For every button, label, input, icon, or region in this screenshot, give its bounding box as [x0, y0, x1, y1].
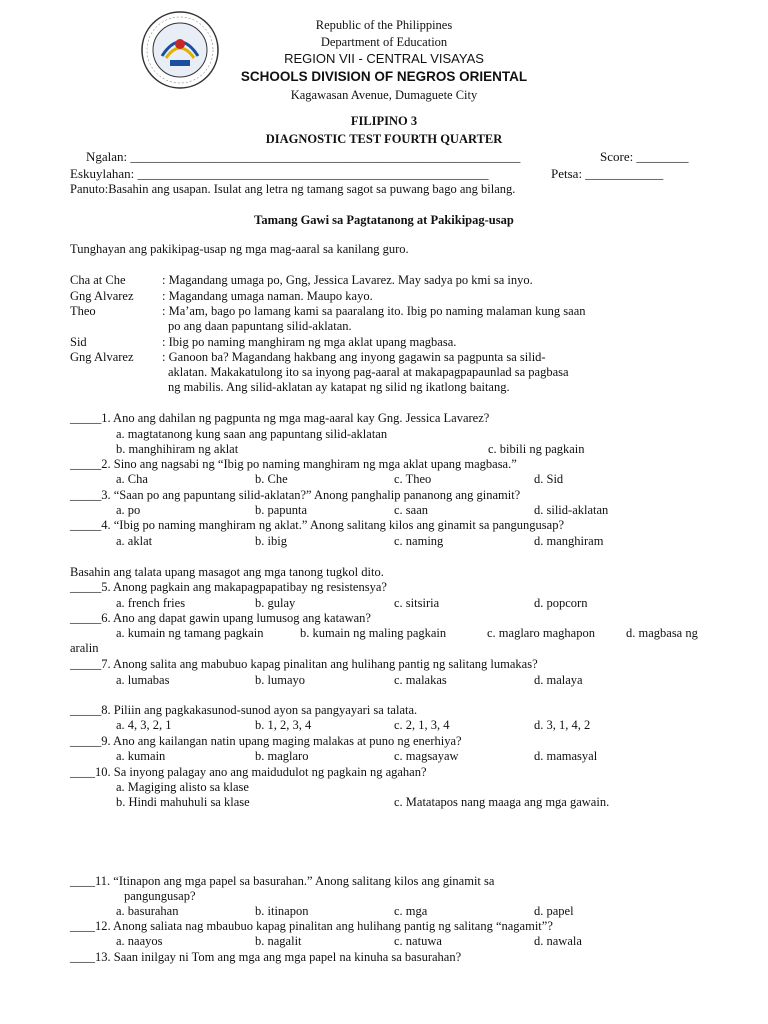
choice-a: a. po: [116, 503, 141, 517]
choice-c: c. naming: [394, 534, 444, 548]
choice-a: a. french fries: [116, 596, 186, 610]
dialogue-speaker: Gng Alvarez: [70, 289, 134, 303]
choice-a: a. naayos: [116, 934, 163, 948]
title-test: DIAGNOSTIC TEST FOURTH QUARTER: [265, 132, 503, 146]
choice-d: d. malaya: [534, 673, 583, 687]
choice-a: a. magtatanong kung saan ang papuntang silid-aklatan: [116, 427, 388, 441]
question-4: _____4. “Ibig po naming manghiram ng aklat.” Anong salitang kilos ang ginamit sa pangungusap?: [70, 518, 565, 532]
question-7: _____7. Anong salita ang mabubuo kapag pinalitan ang hulihang pantig ng salitang lumakas?: [70, 657, 538, 671]
dialogue-line: aklatan. Makakatulong ito sa inyong pag-aaral at makapagpapaunlad sa pagbasa: [168, 365, 569, 379]
dialogue-line: ng mabilis. Ang silid-aklatan ay katapat ng silid ng ikatlong baitang.: [168, 380, 510, 394]
school-field: Eskuylahan: ______________________________________________________: [70, 166, 489, 181]
header-address: Kagawasan Avenue, Dumaguete City: [290, 88, 478, 102]
date-field: Petsa: ____________: [551, 166, 664, 181]
choice-a: a. basurahan: [116, 904, 179, 918]
title-subject: FILIPINO 3: [350, 114, 418, 128]
choice-b: b. lumayo: [255, 673, 305, 687]
question-8: _____8. Piliin ang pagkakasunod-sunod ayon sa pangyayari sa talata.: [70, 703, 418, 717]
dialogue-speaker: Cha at Che: [70, 273, 126, 287]
choice-b: b. 1, 2, 3, 4: [255, 718, 312, 732]
header-region: REGION VII - CENTRAL VISAYAS: [284, 51, 484, 66]
choice-b: b. kumain ng maling pagkain: [300, 626, 447, 640]
choice-c: c. sitsiria: [394, 596, 440, 610]
dialogue-speaker: Gng Alvarez: [70, 350, 134, 364]
choice-b: b. gulay: [255, 596, 296, 610]
choice-a: a. aklat: [116, 534, 153, 548]
choice-d: d. silid-aklatan: [534, 503, 609, 517]
question-6: _____6. Ano ang dapat gawin upang lumusog ang katawan?: [70, 611, 371, 625]
choice-d: d. magbasa ng: [626, 626, 698, 640]
dialogue-line: : Magandang umaga naman. Maupo kayo.: [162, 289, 373, 303]
choice-b: b. papunta: [255, 503, 308, 517]
choice-b: b. manghihiram ng aklat: [116, 442, 239, 456]
choice-b: b. Hindi mahuhuli sa klase: [116, 795, 250, 809]
choice-c: c. magsayaw: [394, 749, 459, 763]
question-9: _____9. Ano ang kailangan natin upang maging malakas at puno ng enerhiya?: [70, 734, 462, 748]
choice-c: c. natuwa: [394, 934, 442, 948]
choice-d: d. manghiram: [534, 534, 604, 548]
choice-d: d. Sid: [534, 472, 564, 486]
question-12: ____12. Anong saliata nag mbaubuo kapag pinalitan ang hulihang pantig ng salitang “nagamit”?: [70, 919, 553, 933]
question-3: _____3. “Saan po ang papuntang silid-aklatan?” Anong panghalip pananong ang ginamit?: [70, 488, 521, 502]
choice-a: a. lumabas: [116, 673, 170, 687]
choice-a: a. kumain ng tamang pagkain: [116, 626, 264, 640]
choice-d: d. mamasyal: [534, 749, 598, 763]
choice-c: c. saan: [394, 503, 429, 517]
choice-b: b. Che: [255, 472, 288, 486]
choice-c: c. mga: [394, 904, 428, 918]
choice-a: a. kumain: [116, 749, 166, 763]
dialogue-intro: Tunghayan ang pakikipag-usap ng mga mag-aaral sa kanilang guro.: [70, 242, 409, 256]
header-republic: Republic of the Philippines: [315, 18, 453, 32]
choice-c: c. maglaro maghapon: [487, 626, 595, 640]
choice-b: b. itinapon: [255, 904, 309, 918]
score-field: Score: ________: [600, 149, 689, 164]
choice-c: c. Matatapos nang maaga ang mga gawain.: [394, 795, 610, 809]
instructions: Panuto:Basahin ang usapan. Isulat ang letra ng tamang sagot sa puwang bago ang bilang.: [70, 182, 516, 196]
question-2: _____2. Sino ang nagsabi ng “Ibig po naming manghiram ng mga aklat upang magbasa.”: [70, 457, 517, 471]
choice-a: a. Cha: [116, 472, 148, 486]
choice-b: b. nagalit: [255, 934, 302, 948]
dialogue-line: : Ganoon ba? Magandang hakbang ang inyong gagawin sa pagpunta sa silid-: [162, 350, 546, 364]
choice-d: d. papel: [534, 904, 574, 918]
header-department: Department of Education: [320, 35, 448, 49]
choice-a: a. Magiging alisto sa klase: [116, 780, 249, 794]
dialogue-line: : Ma’am, bago po lamang kami sa paaralang ito. Ibig po naming malaman kung saan: [162, 304, 586, 318]
question-10: ____10. Sa inyong palagay ano ang maidudulot ng pagkain ng agahan?: [70, 765, 427, 779]
header-division: SCHOOLS DIVISION OF NEGROS ORIENTAL: [240, 69, 528, 84]
choice-c: c. malakas: [394, 673, 447, 687]
reading-intro: Basahin ang talata upang masagot ang mga tanong tugkol dito.: [70, 565, 384, 579]
choice-d-continued: aralin: [70, 641, 99, 655]
question-5: _____5. Anong pagkain ang makapagpapatibay ng resistensya?: [70, 580, 387, 594]
question-1: _____1. Ano ang dahilan ng pagpunta ng mga mag-aaral kay Gng. Jessica Lavarez?: [70, 411, 490, 425]
choice-c: c. 2, 1, 3, 4: [394, 718, 450, 732]
choice-b: b. ibig: [255, 534, 287, 548]
dialogue-speaker: Theo: [70, 304, 96, 318]
choice-d: d. nawala: [534, 934, 582, 948]
name-field: Ngalan: ____________________________________________________________: [86, 149, 521, 164]
choice-c: c. Theo: [394, 472, 432, 486]
dialogue-line: : Ibig po naming manghiram ng mga aklat upang magbasa.: [162, 335, 457, 349]
section-title: Tamang Gawi sa Pagtatanong at Pakikipag-usap: [254, 213, 514, 227]
question-11-continued: pangungusap?: [124, 889, 196, 903]
choice-a: a. 4, 3, 2, 1: [116, 718, 172, 732]
choice-c: c. bibili ng pagkain: [488, 442, 585, 456]
dialogue-line: po ang daan papuntang silid-aklatan.: [168, 319, 352, 333]
choice-d: d. popcorn: [534, 596, 588, 610]
question-11: ____11. “Itinapon ang mga papel sa basurahan.” Anong salitang kilos ang ginamit sa: [70, 874, 495, 888]
dialogue-line: : Magandang umaga po, Gng, Jessica Lavarez. May sadya po kmi sa inyo.: [162, 273, 533, 287]
question-13: ____13. Saan inilgay ni Tom ang mga ang mga papel na kinuha sa basurahan?: [70, 950, 462, 964]
choice-d: d. 3, 1, 4, 2: [534, 718, 591, 732]
dialogue-speaker: Sid: [70, 335, 87, 349]
choice-b: b. maglaro: [255, 749, 309, 763]
